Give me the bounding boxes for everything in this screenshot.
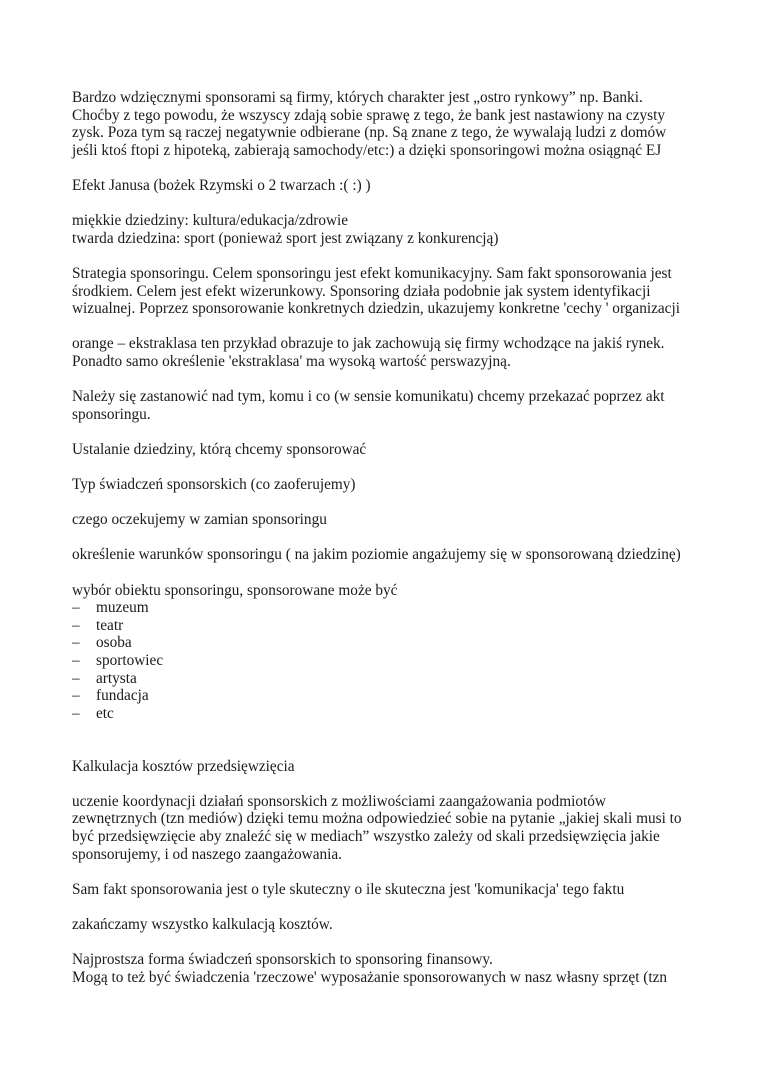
list-item-label: sportowiec (96, 652, 164, 669)
paragraph-domain-choice (72, 441, 692, 459)
paragraph-communication (72, 881, 692, 899)
text-line: orange – ekstraklasa ten przykład obrazuje to jak zachowują się firmy wchodzące na jakiś rynek. (72, 335, 665, 353)
list-item (72, 634, 692, 652)
text-line: Choćby z tego powodu, że wszyscy zdają sobie sprawę z tego, że bank jest nastawiony na czysty (72, 106, 665, 124)
list-item-label: muzeum (96, 599, 149, 617)
list-item-label: teatr (96, 616, 124, 634)
paragraph-cost-calculation (72, 758, 692, 776)
dash-bullet: – (72, 687, 80, 705)
text-line: Mogą to też być świadczenia 'rzeczowe' wyposażanie sponsorowanych w nasz własny sprzęt (tzn (72, 968, 668, 986)
paragraph-domains (72, 212, 692, 247)
paragraph-benefit-type (72, 476, 692, 494)
list-item (72, 670, 692, 688)
paragraph-message (72, 388, 692, 423)
text-line: Ponadto samo określenie 'ekstraklasa' ma wysoką wartość perswazyjną. (72, 352, 511, 370)
text-line: Strategia sponsoringu. Celem sponsoringu jest efekt komunikacyjny. Sam fakt sponsorowania jest (72, 264, 672, 282)
text-line: Bardzo wdzięcznymi sponsorami są firmy, których charakter jest „ostro rynkowy” np. Banki. (72, 89, 643, 106)
text-line: wybór obiektu sponsoringu, sponsorowane może być (72, 581, 398, 599)
dash-bullet: – (72, 669, 80, 687)
paragraph-janus-effect (72, 177, 692, 195)
text-line: wizualnej. Poprzez sponsorowanie konkretnych dziedzin, ukazujemy konkretne 'cechy ' organizacji (72, 300, 680, 318)
list-item (72, 599, 692, 617)
list-item (72, 705, 692, 723)
blank-line (72, 740, 692, 758)
list-item-label: etc (96, 704, 114, 722)
text-line: Ustalanie dziedziny, którą chcemy sponsorować (72, 440, 367, 458)
text-line: Należy się zastanowić nad tym, komu i co (w sensie komunikatu) chcemy przekazać poprzez akt (72, 388, 665, 406)
text-line: twarda dziedzina: sport (ponieważ sport jest związany z konkurencją) (72, 229, 499, 247)
paragraph-expectations (72, 511, 692, 529)
dash-bullet: – (72, 634, 80, 652)
paragraph-sponsors-banks (72, 89, 692, 159)
paragraph-financial-sponsoring (72, 951, 692, 986)
text-line: sponsoringu. (72, 405, 151, 423)
text-line: sponsorujemy, i od naszego zaangażowania. (72, 845, 343, 863)
text-line: zakańczamy wszystko kalkulacją kosztów. (72, 915, 333, 933)
paragraph-coordination (72, 793, 692, 863)
list-item (72, 652, 692, 670)
paragraph-orange-example (72, 335, 692, 370)
paragraph-conclusion (72, 916, 692, 934)
paragraph-conditions (72, 546, 692, 564)
dash-bullet: – (72, 652, 80, 669)
text-line: czego oczekujemy w zamian sponsoringu (72, 511, 327, 529)
text-line: być przedsięwzięcie aby znaleźć się w mediach” wszystko zależy od skali przedsięwzięcia jakie (72, 827, 660, 845)
text-line: Typ świadczeń sponsorskich (co zaoferujemy) (72, 476, 356, 494)
text-line: jeśli ktoś ftopi z hipoteką, zabierają samochody/etc:) a dzięki sponsoringowi można osiągnąć EJ (72, 141, 662, 159)
list-item-label: artysta (96, 669, 137, 687)
list-item (72, 687, 692, 705)
dash-bullet: – (72, 704, 80, 722)
dash-bullet: – (72, 599, 80, 617)
text-line: Najprostsza forma świadczeń sponsorskich to sponsoring finansowy. (72, 951, 493, 969)
sponsored-objects-list (72, 599, 692, 722)
dash-bullet: – (72, 616, 80, 634)
text-line: określenie warunków sponsoringu ( na jakim poziomie angażujemy się w sponsorowaną dziedzinę) (72, 546, 681, 564)
list-item (72, 617, 692, 635)
list-item-label: fundacja (96, 687, 149, 705)
paragraph-strategy (72, 265, 692, 318)
text-line: Kalkulacja kosztów przedsięwzięcia (72, 757, 295, 775)
text-line: zewnętrznych (tzn mediów) dzięki temu można odpowiedzieć sobie na pytanie „jakiej skali musi to (72, 810, 682, 828)
text-line: uczenie koordynacji działań sponsorskich z możliwościami zaangażowania podmiotów (72, 792, 606, 810)
section-object-choice (72, 582, 692, 723)
text-line: miękkie dziedziny: kultura/edukacja/zdrowie (72, 212, 349, 230)
document-body (72, 89, 692, 1004)
text-line: zysk. Poza tym są raczej negatywnie odbierane (np. Są znane z tego, że wywalają ludzi z domów (72, 124, 667, 142)
list-item-label: osoba (96, 634, 132, 652)
text-line: Sam fakt sponsorowania jest o tyle skuteczny o ile skuteczna jest 'komunikacja' tego faktu (72, 880, 625, 898)
text-line: Efekt Janusa (bożek Rzymski o 2 twarzach :( :) ) (72, 176, 371, 194)
text-line: środkiem. Celem jest efekt wizerunkowy. Sponsoring działa podobnie jak system identyfikacji (72, 282, 651, 300)
